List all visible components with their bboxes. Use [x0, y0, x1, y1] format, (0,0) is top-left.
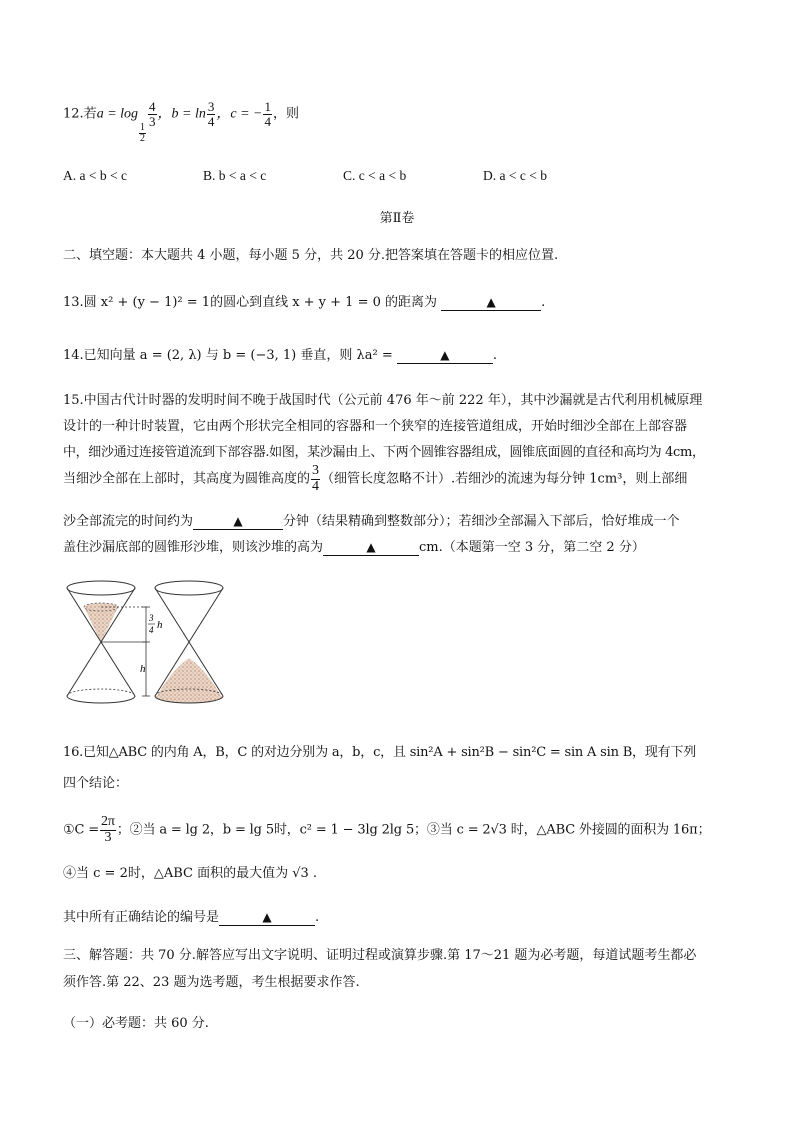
q15-line3: 中，细沙通过连接管道流到下部容器.如图，某沙漏由上、下两个圆锥容器组成，圆锥底面圆的直径和高均为 4cm， — [63, 445, 705, 460]
q16-line5 — [63, 906, 319, 926]
section2-heading: 二、填空题：本大题共 4 小题，每小题 5 分，共 20 分.把答案填在答题卡的相应位置. — [63, 248, 559, 263]
q13 — [63, 291, 545, 311]
q14 — [63, 344, 497, 364]
q12-prefix: 12.若 — [63, 106, 97, 122]
q12-option-c[interactable]: C. c < a < b — [343, 168, 407, 183]
q16-line3-a: ①C = — [63, 822, 100, 838]
q15-line4 — [63, 464, 687, 494]
right-hourglass — [155, 581, 223, 703]
q14-end: . — [492, 348, 497, 363]
q15-line6-b: cm.（本题第一空 3 分，第二空 2 分） — [419, 540, 645, 555]
q12-c-label: ，c = − — [216, 106, 263, 122]
q15-line5-a: 沙全部流完的时间约为 — [63, 514, 194, 529]
q12-c-den: 4 — [264, 113, 271, 129]
q15-line4-b: （细管长度忽略不计）.若细沙的流速为每分钟 1cm³，则上部细 — [321, 471, 688, 487]
q16-frac-den: 3 — [104, 829, 112, 845]
q16-end: . — [315, 910, 320, 925]
q12-b-frac — [207, 100, 216, 128]
blank-marker-icon: ▲ — [366, 540, 376, 554]
q12-log-base-den: 2 — [140, 133, 146, 145]
blank-marker-icon: ▲ — [440, 348, 450, 362]
q12-suffix: ，则 — [272, 106, 299, 122]
volume-title: 第Ⅱ卷 — [379, 211, 415, 226]
fig-frac-num: 3 — [149, 613, 154, 623]
q16-answer-blank[interactable] — [219, 910, 315, 926]
hourglass-figure — [62, 574, 232, 706]
q16-line2: 四个结论： — [63, 776, 129, 791]
section3-line1: 三、解答题：共 70 分.解答应写出文字说明、证明过程或演算步骤.第 17～21 题为必考题，每道试题考生都必 — [63, 948, 697, 963]
fig-h-label-top: h — [157, 619, 163, 631]
q12-a-arg — [148, 100, 157, 128]
q12-log-base — [139, 123, 146, 145]
q16-line5-a: 其中所有正确结论的编号是 — [63, 910, 220, 925]
blank-marker-icon: ▲ — [486, 295, 496, 309]
q13-answer-blank[interactable] — [441, 295, 541, 311]
q15-frac-num: 3 — [312, 463, 320, 478]
q13-text: 13.圆 x² + (y − 1)² = 1的圆心到直线 x + y + 1 = 0 的距离为 — [63, 295, 438, 310]
q16-line4: ④当 c = 2时，△ABC 面积的最大值为 √3 . — [63, 866, 318, 881]
q12-option-b[interactable]: B. b < a < c — [203, 168, 267, 183]
fig-frac-den: 4 — [149, 625, 154, 635]
q15-answer-blank-2[interactable] — [323, 540, 419, 556]
q15-line2: 设计的一种计时装置，它由两个形状完全相同的容器和一个狭窄的连接管道组成，开始时细沙全部在上部容器 — [63, 419, 688, 434]
q13-end: . — [541, 295, 546, 310]
q16-line3-b: ；②当 a = lg 2，b = lg 5时，c² = 1 − 3lg 2lg 5；③当 c = 2√3 时，△ABC 外接圆的面积为 16π； — [116, 822, 711, 838]
section3-sub: （一）必考题：共 60 分. — [63, 1016, 209, 1031]
blank-marker-icon: ▲ — [262, 910, 272, 924]
q15-line6 — [63, 536, 645, 556]
q12-option-a[interactable]: A. a < b < c — [63, 168, 127, 183]
blank-marker-icon: ▲ — [233, 514, 243, 528]
q14-text: 14.已知向量 a = (2, λ) 与 b = (−3, 1) 垂直，则 λa² = — [63, 348, 393, 363]
section3-line2: 须作答.第 22、23 题为选考题，考生根据要求作答. — [63, 975, 360, 990]
q15-line6-a: 盖住沙漏底部的圆锥形沙堆，则该沙堆的高为 — [63, 540, 324, 555]
q16-fraction — [100, 815, 116, 845]
fig-h-label-bottom: h — [140, 663, 146, 675]
q15-answer-blank-1[interactable] — [193, 514, 283, 530]
q12-b-den: 4 — [207, 113, 215, 129]
q15-frac-den: 4 — [312, 478, 320, 494]
q15-fraction — [311, 464, 320, 494]
q15-line5 — [63, 510, 680, 530]
q16-line3 — [63, 815, 710, 845]
q15-line5-b: 分钟（结果精确到整数部分）；若细沙全部漏入下部后，恰好堆成一个 — [283, 514, 680, 529]
q15-line1: 15.中国古代计时器的发明时间不晚于战国时代（公元前 476 年～前 222 年），其中沙漏就是古代利用机械原理 — [63, 393, 703, 408]
q14-answer-blank[interactable] — [397, 348, 493, 364]
q12-option-d[interactable]: D. a < c < b — [483, 168, 547, 183]
q12-b-label: ，b = ln — [157, 106, 206, 122]
q12-a-arg-den: 3 — [149, 113, 156, 129]
q12-a-arg-num: 4 — [149, 99, 156, 114]
q12-c-frac — [263, 100, 272, 128]
q12-c-num: 1 — [264, 99, 271, 114]
q16-frac-num: 2π — [101, 814, 115, 829]
q12-a-label: a = log — [96, 106, 139, 122]
q15-line4-a: 当细沙全部在上部时，其高度为圆锥高度的 — [63, 471, 311, 487]
q12-b-num: 3 — [207, 99, 215, 114]
q16-line1: 16.已知△ABC 的内角 A，B，C 的对边分别为 a，b，c，且 sin²A + sin²B − sin²C = sin A sin B，现有下列 — [63, 745, 697, 760]
q12-log-base-num: 1 — [140, 121, 146, 133]
q12-stem — [63, 100, 299, 145]
